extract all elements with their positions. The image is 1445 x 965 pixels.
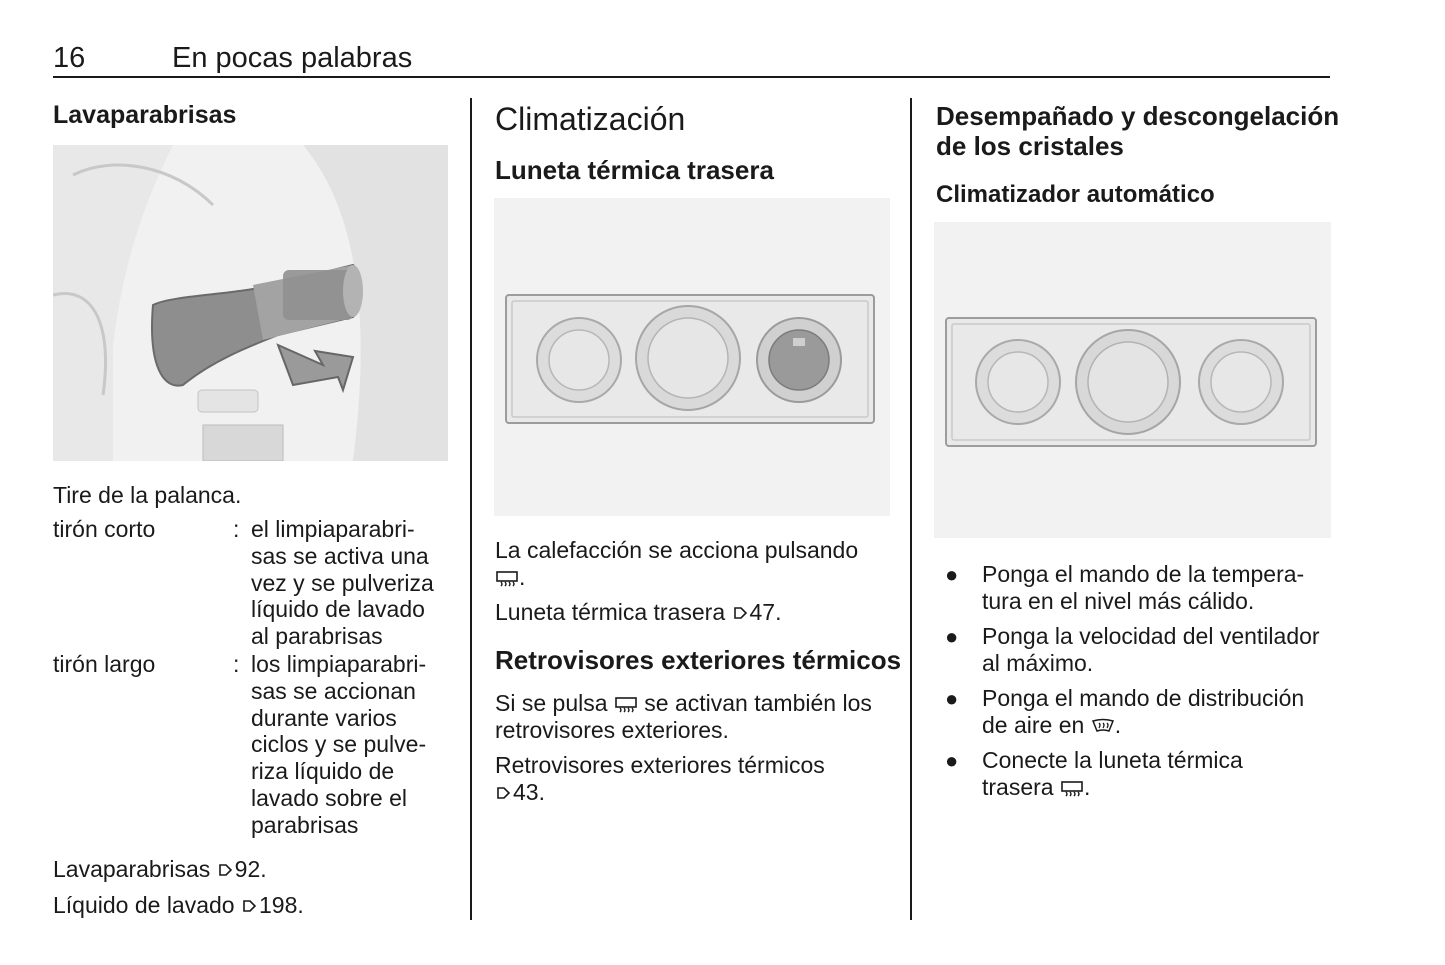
bullet-item-fan xyxy=(982,623,1320,677)
desc-line: vez y se pulveriza xyxy=(251,569,434,596)
bullet-marker: ● xyxy=(945,686,959,711)
bullet-line: . xyxy=(1083,774,1091,800)
desc-line: riza líquido de xyxy=(251,758,395,785)
subsection-heading-heated-mirrors: Retrovisores exteriores térmicos xyxy=(495,645,902,675)
subsection-heading-rear-window: Luneta térmica trasera xyxy=(495,155,774,185)
reference-text: Luneta térmica trasera xyxy=(495,599,726,625)
desc-line: líquido de lavado xyxy=(251,596,425,623)
cross-reference-rear-window[interactable] xyxy=(495,599,782,626)
bullet-marker: ● xyxy=(945,562,959,587)
cross-reference-fluid[interactable] xyxy=(53,892,304,919)
windscreen-defrost-icon xyxy=(1091,718,1115,736)
reference-page: 92. xyxy=(234,856,267,882)
intro-text: Tire de la palanca. xyxy=(53,482,242,508)
paragraph-heating xyxy=(495,537,858,591)
running-title: En pocas palabras xyxy=(172,42,413,74)
bullet-line: Conecte la luneta térmica xyxy=(982,747,1243,773)
wiper-lever-illustration xyxy=(53,145,448,461)
paragraph-line: retrovisores exteriores. xyxy=(495,717,729,743)
bullet-marker: ● xyxy=(945,748,959,773)
reference-page: 47. xyxy=(749,599,782,625)
bullet-line: Ponga el mando de la tempera- xyxy=(982,561,1305,587)
reference-arrow-icon xyxy=(217,862,233,878)
subsection-heading-auto-climate: Climatizador automático xyxy=(936,181,1215,208)
page-number: 16 xyxy=(53,42,86,74)
reference-page: 43. xyxy=(513,779,545,805)
desc-line: sas se activa una xyxy=(251,542,429,569)
reference-arrow-icon xyxy=(495,785,511,801)
cross-reference-mirrors[interactable] xyxy=(495,752,825,806)
desc-long-pull xyxy=(251,651,451,839)
rear-window-defog-icon xyxy=(495,570,519,588)
term-colon: : xyxy=(233,651,240,677)
bullet-line: al máximo. xyxy=(982,650,1094,676)
desc-line: durante varios xyxy=(251,704,397,731)
section-heading-washer: Lavaparabrisas xyxy=(53,101,237,129)
reference-page: 198. xyxy=(259,892,304,918)
desc-line: ciclos y se pulve- xyxy=(251,731,427,758)
reference-text: Lavaparabrisas xyxy=(53,856,211,882)
desc-line: parabrisas xyxy=(251,811,359,838)
bullet-line: de aire en xyxy=(982,712,1085,738)
heading-line: Desempañado y descongelación xyxy=(936,101,1340,131)
paragraph-text: se activan también los xyxy=(644,690,872,716)
bullet-line: Ponga el mando de distribución xyxy=(982,685,1305,711)
section-heading-climate: Climatización xyxy=(495,101,686,137)
section-heading-defrost xyxy=(936,101,1339,161)
bullet-line: trasera xyxy=(982,774,1054,800)
rear-window-defog-icon xyxy=(1060,780,1084,798)
bullet-marker: ● xyxy=(945,624,959,649)
cross-reference-washer[interactable] xyxy=(53,856,267,883)
desc-line: los limpiaparabri- xyxy=(251,651,427,677)
desc-line: el limpiaparabri- xyxy=(251,516,415,542)
bullet-line: Ponga la velocidad del ventilador xyxy=(982,623,1320,649)
auto-climate-panel-illustration xyxy=(934,222,1331,538)
reference-arrow-icon xyxy=(241,898,257,914)
paragraph-line: . xyxy=(519,564,526,590)
paragraph-line: La calefacción se acciona pulsando xyxy=(495,537,859,563)
paragraph-text: Si se pulsa xyxy=(495,690,608,716)
bullet-item-rear-window xyxy=(982,747,1243,801)
desc-short-pull xyxy=(251,516,451,650)
bullet-item-distribution xyxy=(982,685,1304,739)
term-colon: : xyxy=(233,516,240,542)
page-header xyxy=(53,40,1330,78)
reference-arrow-icon xyxy=(732,605,748,621)
heading-line: de los cristales xyxy=(936,131,1124,161)
bullet-line: . xyxy=(1114,712,1122,738)
term-long-pull: tirón largo xyxy=(53,651,156,677)
climate-panel-illustration xyxy=(494,198,890,516)
reference-text: Líquido de lavado xyxy=(53,892,235,918)
paragraph-mirrors xyxy=(495,690,872,744)
column-divider xyxy=(470,98,472,920)
desc-line: sas se accionan xyxy=(251,677,416,704)
desc-line: al parabrisas xyxy=(251,623,383,650)
bullet-line: tura en el nivel más cálido. xyxy=(982,588,1255,614)
bullet-item-temperature xyxy=(982,561,1304,615)
term-short-pull: tirón corto xyxy=(53,516,156,542)
rear-window-defog-icon xyxy=(614,696,638,714)
reference-text: Retrovisores exteriores térmicos xyxy=(495,752,825,778)
desc-line: lavado sobre el xyxy=(251,784,407,811)
column-divider xyxy=(910,98,912,920)
